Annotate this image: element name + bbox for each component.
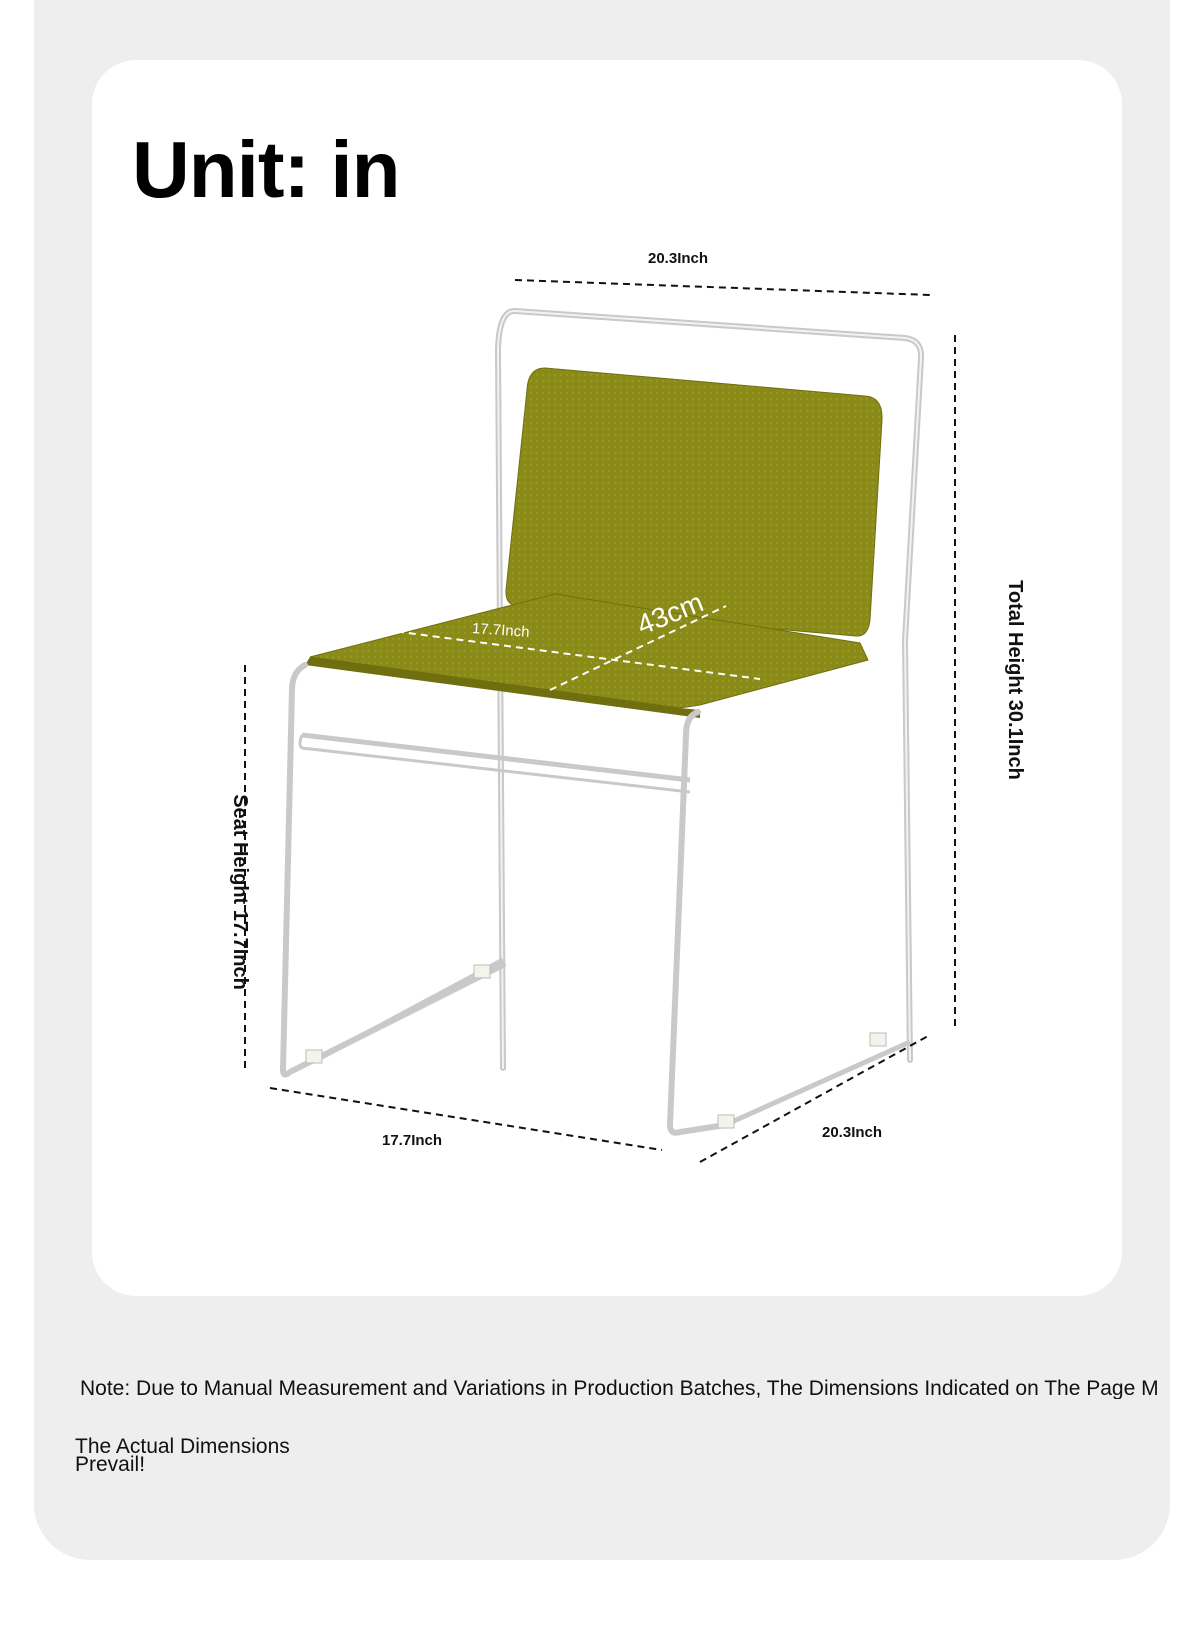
top-width-line (515, 280, 930, 295)
bottom-depth-label: 17.7Inch (382, 1132, 443, 1149)
measurement-note: Note: Due to Manual Measurement and Variations in Production Batches, The Dimensions Indicated on The Page M (80, 1378, 1159, 1399)
bottom-width-label: 20.3Inch (822, 1124, 883, 1141)
note-line-2: The Actual Dimensions (75, 1435, 290, 1458)
seat-height-label: Seat Height 17.7Inch (228, 794, 251, 990)
total-height-label: Total Height 30.1Inch (1003, 580, 1026, 780)
seat-depth-label: 17.7Inch (471, 620, 531, 641)
front-frame (283, 665, 503, 1075)
top-width-label: 20.3Inch (648, 250, 709, 267)
measurement-note-continued (75, 1435, 290, 1476)
unit-title: Unit: in (132, 125, 400, 214)
note-line-3: Prevail! (75, 1453, 146, 1476)
bottom-width-line (700, 1036, 928, 1162)
seat-cm-label: 43cm (632, 586, 708, 641)
bottom-depth-line (270, 1088, 662, 1150)
